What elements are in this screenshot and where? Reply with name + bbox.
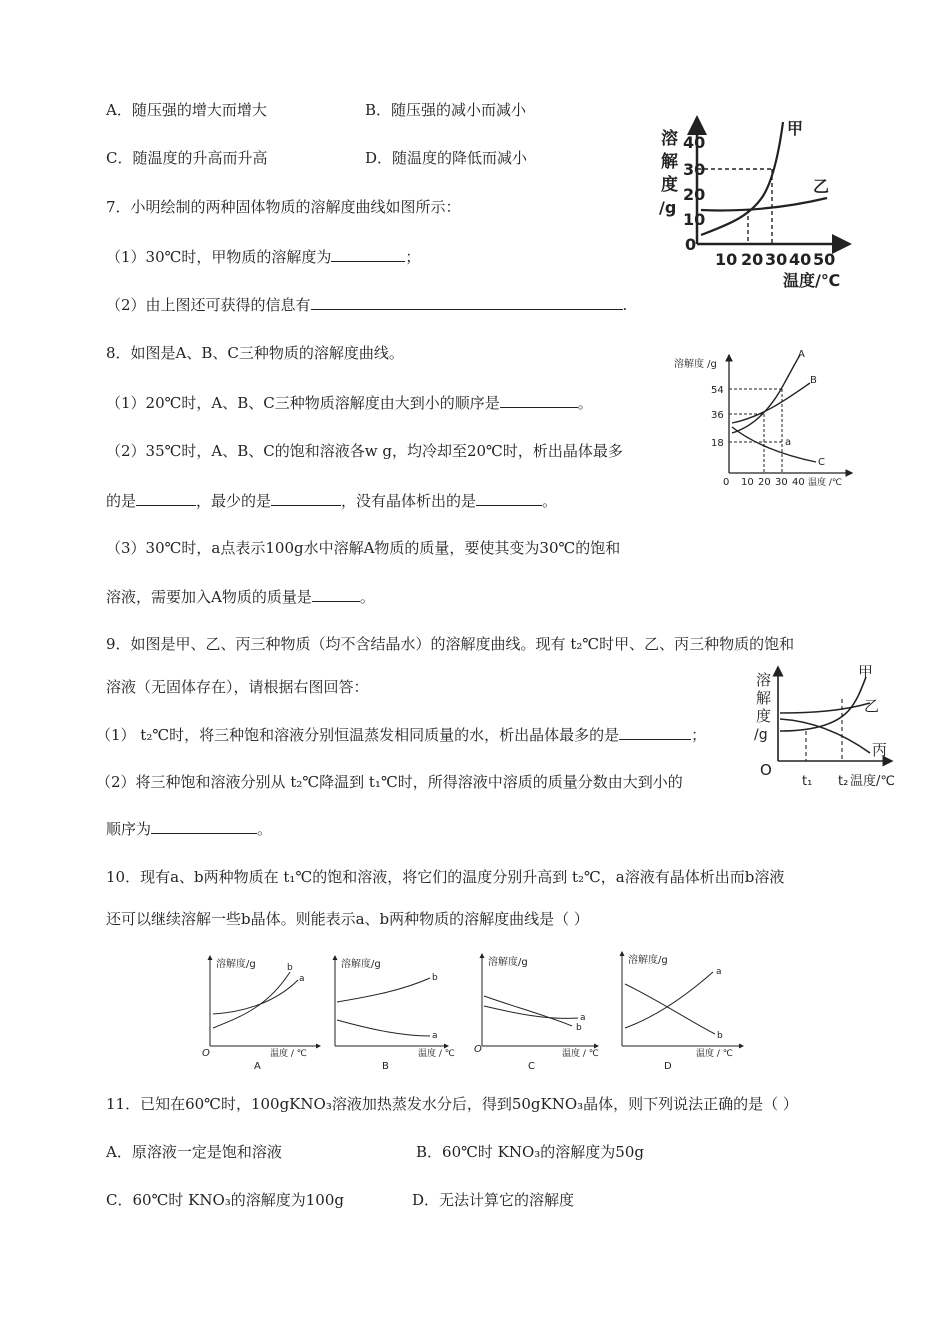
q7-y-tick-20: 20	[683, 185, 706, 204]
q7-y-tick-30: 30	[683, 160, 706, 179]
q8-part3-blank[interactable]	[312, 586, 360, 602]
q9-t1: t₁	[802, 774, 813, 789]
q9-part1-end: ；	[691, 726, 707, 744]
q7-label-jia: 甲	[787, 119, 804, 138]
q11-option-b: B．60℃时 KNO₃的溶解度为50g	[416, 1143, 644, 1161]
q10-d-curve-b	[625, 984, 715, 1034]
q10-c-label-a: a	[580, 1013, 586, 1023]
q11-option-d: D．无法计算它的溶解度	[412, 1191, 575, 1209]
q10-c-curve-b	[484, 996, 572, 1026]
q8-part2-text-2: ，最少的是	[196, 492, 272, 510]
q7-y-title-2: 解	[661, 152, 678, 172]
q7-x-tick-40: 40	[789, 250, 812, 269]
q7-part2-text: （2）由上图还可获得的信息有	[106, 296, 311, 314]
q8-part2-text-4: 。	[542, 492, 558, 510]
q8-x-tick-10: 10	[741, 477, 754, 488]
q9-part2-end: 。	[257, 820, 273, 838]
q8-y-tick-54: 54	[711, 385, 724, 396]
q10-a-x-title: 温度 / ℃	[270, 1049, 307, 1059]
q11-option-a: A．原溶液一定是饱和溶液	[106, 1143, 282, 1161]
q6-option-d: D．随温度的降低而减小	[365, 149, 528, 167]
q8-x-title: 温度 /℃	[808, 478, 843, 488]
q10-c-curve-a	[484, 1006, 578, 1018]
q8-part2-line2	[106, 490, 557, 511]
q8-y-tick-36: 36	[711, 410, 724, 421]
q9-part2-text: 顺序为	[106, 820, 152, 838]
q7-y-tick-40: 40	[683, 133, 706, 152]
q8-part1	[106, 392, 593, 413]
q10-a-curve-b	[213, 972, 290, 1028]
q10-a-label-b: b	[287, 963, 293, 973]
q10-b-y-title: 溶解度/g	[341, 959, 381, 970]
q8-x-tick-30: 30	[775, 477, 788, 488]
q10-a-panel-label: A	[254, 1061, 261, 1072]
q9-stem-line2: 溶液（无固体存在），请根据右图回答：	[106, 678, 369, 696]
q10-b-curve-a	[337, 1020, 430, 1036]
q7-curve-yi	[701, 198, 827, 211]
q10-d-panel-label: D	[664, 1061, 672, 1072]
q9-curve-bing	[780, 719, 870, 753]
q8-stem: 8．如图是A、B、C三种物质的溶解度曲线。	[106, 344, 404, 362]
q7-y-title-3: 度	[661, 175, 678, 195]
q7-y-title-1: 溶	[661, 129, 678, 149]
q10-panel-d[interactable]	[622, 952, 743, 1072]
q8-label-C: C	[818, 457, 825, 468]
q9-t2: t₂	[838, 774, 849, 789]
q10-a-origin: O	[202, 1048, 210, 1059]
q8-x-tick-0: 0	[723, 477, 730, 488]
q10-b-curve-b	[337, 978, 430, 1002]
q8-solubility-figure	[672, 345, 862, 500]
q7-solubility-figure	[655, 112, 865, 297]
q10-d-y-title: 溶解度/g	[628, 955, 668, 966]
q7-stem: 7．小明绘制的两种固体物质的溶解度曲线如图所示：	[106, 198, 461, 216]
q8-x-tick-20: 20	[758, 477, 771, 488]
q9-part1-blank[interactable]	[619, 724, 691, 740]
q9-curve-yi	[780, 703, 870, 713]
q10-c-x-title: 温度 / ℃	[562, 1049, 599, 1059]
q10-c-panel-label: C	[528, 1061, 535, 1072]
q7-x-tick-50: 50	[813, 250, 836, 269]
q8-y-tick-18: 18	[711, 438, 724, 449]
q9-y-title-3: 度	[756, 707, 772, 725]
q10-c-label-b: b	[576, 1023, 582, 1033]
q7-x-title: 温度/℃	[783, 271, 841, 290]
q10-stem-line2: 还可以继续溶解一些b晶体。则能表示a、b两种物质的溶解度曲线是（ ）	[106, 910, 589, 928]
q8-part2-text-1: 的是	[106, 492, 137, 510]
q7-y-tick-10: 10	[683, 210, 706, 229]
q7-x-tick-20: 20	[741, 250, 764, 269]
q8-curve-C	[732, 427, 816, 462]
q8-part2-line1: （2）35℃时，A、B、C的饱和溶液各w g，均冷却至20℃时，析出晶体最多	[106, 442, 623, 460]
q8-label-B: B	[810, 375, 817, 386]
q10-b-label-a: a	[432, 1031, 438, 1041]
q8-part2-blank-none[interactable]	[476, 490, 542, 506]
q10-d-label-b: b	[717, 1031, 723, 1041]
q9-solubility-figure	[742, 663, 912, 793]
q9-stem-line1: 9．如图是甲、乙、丙三种物质（均不含结晶水）的溶解度曲线。现有 t₂℃时甲、乙、丙三种物质的饱和	[106, 635, 795, 653]
q9-y-title-1: 溶	[756, 671, 772, 689]
q9-label-bing: 丙	[872, 741, 888, 759]
q8-part2-blank-least[interactable]	[271, 490, 341, 506]
q7-curve-jia	[701, 122, 783, 235]
q8-part1-text: （1）20℃时，A、B、C三种物质溶解度由大到小的顺序是	[106, 394, 500, 412]
q10-panel-b[interactable]	[335, 956, 455, 1072]
q8-label-a: a	[785, 437, 792, 448]
q7-part1-blank[interactable]	[331, 246, 405, 262]
q7-y-tick-0: 0	[685, 235, 697, 254]
q9-part2-line2	[106, 818, 272, 839]
q9-curve-jia	[780, 677, 866, 731]
q7-part1	[106, 246, 420, 267]
q10-a-label-a: a	[299, 974, 305, 984]
q6-option-b: B．随压强的减小而减小	[365, 101, 527, 119]
q9-x-title: 温度/℃	[850, 774, 895, 789]
q7-x-tick-10: 10	[715, 250, 738, 269]
q7-part2-blank[interactable]	[311, 294, 623, 310]
q8-part3-text: 溶液，需要加入A物质的质量是	[106, 588, 312, 606]
q8-part1-blank[interactable]	[500, 392, 578, 408]
q11-stem: 11．已知在60℃时，100gKNO₃溶液加热蒸发水分后，得到50gKNO₃晶体，则下列说法正确的是（ ）	[106, 1095, 798, 1113]
q10-b-x-title: 温度 / ℃	[418, 1049, 455, 1059]
q10-d-curve-a	[625, 972, 713, 1028]
q9-label-jia: 甲	[858, 663, 874, 681]
q8-part3-line2	[106, 586, 375, 607]
q8-part1-end: 。	[577, 394, 593, 412]
q8-part2-blank-most[interactable]	[136, 490, 196, 506]
q10-d-x-title: 温度 / ℃	[696, 1049, 733, 1059]
q6-option-a: A．随压强的增大而增大	[106, 101, 267, 119]
q8-part3-line1: （3）30℃时，a点表示100g水中溶解A物质的质量，要使其变为30℃的饱和	[106, 539, 621, 557]
q10-b-label-b: b	[432, 973, 438, 983]
q6-option-c: C．随温度的升高而升高	[106, 149, 268, 167]
q10-stem-line1: 10．现有a、b两种物质在 t₁℃的饱和溶液，将它们的温度分别升高到 t₂℃，a溶液有晶体析出而b溶液	[106, 868, 785, 886]
q9-part2-blank[interactable]	[151, 818, 257, 834]
q9-origin: O	[760, 761, 772, 779]
q7-part2-end: .	[622, 296, 628, 314]
q10-panel-c[interactable]	[474, 954, 599, 1072]
q9-part1-text: （1） t₂℃时，将三种饱和溶液分别恒温蒸发相同质量的水，析出晶体最多的是	[96, 726, 620, 744]
q10-option-figures	[198, 950, 760, 1080]
q9-part1	[96, 724, 706, 745]
q10-c-y-title: 溶解度/g	[488, 957, 528, 968]
q10-b-panel-label: B	[382, 1061, 389, 1072]
q10-panel-a[interactable]	[202, 956, 320, 1072]
q10-c-origin: O	[474, 1044, 482, 1055]
q10-a-curve-a	[213, 980, 298, 1014]
q8-x-tick-40: 40	[792, 477, 805, 488]
q10-d-label-a: a	[716, 967, 722, 977]
q7-part1-end: ；	[405, 248, 421, 266]
q7-part2	[106, 294, 627, 315]
q8-part3-end: 。	[359, 588, 375, 606]
q8-part2-text-3: ，没有晶体析出的是	[341, 492, 477, 510]
q9-y-title-2: 解	[756, 689, 772, 707]
q7-x-tick-30: 30	[765, 250, 788, 269]
q8-y-title: 溶解度 /g	[674, 359, 717, 370]
q10-a-y-title: 溶解度/g	[216, 959, 256, 970]
q9-label-yi: 乙	[864, 697, 880, 715]
q7-part1-text: （1）30℃时，甲物质的溶解度为	[106, 248, 332, 266]
q7-label-yi: 乙	[813, 177, 830, 196]
q8-label-A: A	[798, 349, 805, 360]
q7-y-title-4: /g	[659, 198, 677, 217]
q9-y-title-4: /g	[754, 727, 768, 743]
q8-curve-A	[732, 355, 800, 433]
q11-option-c: C．60℃时 KNO₃的溶解度为100g	[106, 1191, 344, 1209]
q9-part2-line1: （2）将三种饱和溶液分别从 t₂℃降温到 t₁℃时，所得溶液中溶质的质量分数由大到小的	[96, 773, 683, 791]
